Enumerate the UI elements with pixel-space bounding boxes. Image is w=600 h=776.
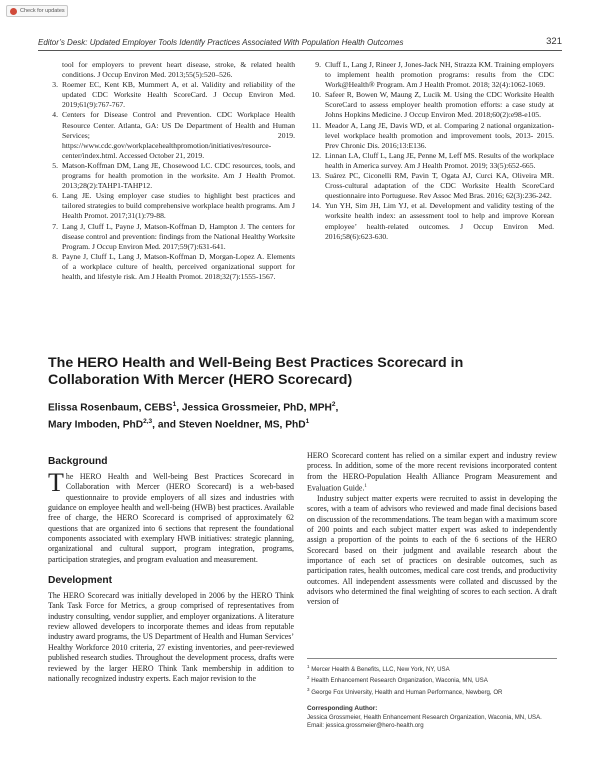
running-title: Editor’s Desk: Updated Employer Tools Identify Practices Associated With Population Health Outcomes bbox=[38, 38, 404, 47]
reference-item: 11. Meador A, Lang JE, Davis WD, et al. Comparing 2 national organization-level workplace health promotion and improvement tools, 2013- 2015. Prev Chronic Dis. 2016;13:E136. bbox=[311, 120, 554, 150]
development-paragraph: The HERO Scorecard was initially developed in 2006 by the HERO Think Tank Task Force for Metrics, a group comprised of representatives from industry consulting, vendor supplier, and employer organizations. A literature review allowed developers to incorporate themes and ideas from reputable industry award programs, the US Department of Health and Human Services’ Healthy Workforce 2010 criteria, 27 existing inventories, and peer-reviewed published research studies. Throughout the development process, drafts were reviewed by the larger HERO Think Tank membership in addition to nationally recognized industry experts. Each major revision to the bbox=[48, 591, 294, 683]
affiliation-item: $^1$ Mercer Health & Benefits, LLC, New York, NY, USA bbox=[307, 664, 450, 674]
page-number: 321 bbox=[546, 36, 562, 47]
author-name: Elissa Rosenbaum, CEBS bbox=[48, 402, 173, 414]
author-name: Steven Noeldner, MS, PhD bbox=[178, 419, 306, 431]
author-name: Jessica Grossmeier, PhD, MPH bbox=[181, 402, 332, 414]
citation-sup: 1 bbox=[364, 484, 367, 490]
reference-item: 4. Centers for Disease Control and Prevention. CDC Workplace Health Resource Center. Atlanta, GA: US De Department of Health and Human Services; 2019. https://www.cdc.gov/workplacehealthpromotion/initiatives/resource-center/index.html. Accessed October 21, 2019. bbox=[52, 110, 295, 160]
reference-item: 3. Roemer EC, Kent KB, Mummert A, et al. Validity and reliability of the updated CDC Worksite Health ScoreCard. J Occup Environ Med. 2019;61(9):767-767. bbox=[52, 80, 295, 110]
references-right-column bbox=[311, 60, 554, 242]
reference-item: 6. Lang JE. Using employer case studies to highlight best practices and tailored strategies to build comprehensive workplace health programs. Am J Health Promot. 2017;31(1):79-88. bbox=[52, 191, 295, 221]
author-affiliation-sup: 1 bbox=[172, 401, 177, 408]
reference-item: 12. Linnan LA, Cluff L, Lang JE, Penne M, Leff MS. Results of the workplace health in America survey. Am J Health Promot. 2019; 33(5):652-665. bbox=[311, 150, 554, 170]
running-header bbox=[38, 33, 562, 51]
author-name: Mary Imboden, PhD bbox=[48, 419, 144, 431]
affiliations-footnote bbox=[307, 658, 557, 731]
reference-item: 13. Suárez PC, Ciconelli RM, Pavin T, Ogata AJ, Curci KA, Oliveira MR. Cross-cultural adaptation of the CDC Worksite Health ScoreCard questionnaire into Portuguese. Rev Assoc Med Bras. 2016; 62(3):236-242. bbox=[311, 171, 554, 201]
corresponding-author-heading: Corresponding Author: bbox=[307, 705, 378, 713]
references-left-column bbox=[48, 60, 295, 282]
author-affiliation-sup: 2 bbox=[331, 401, 336, 408]
author-affiliation-sup: 2,3 bbox=[143, 418, 153, 426]
background-heading: Background bbox=[48, 456, 108, 467]
reference-item: 7. Lang J, Cluff L, Payne J, Matson-Koffman D, Hampton J. The centers for disease control and prevention: findings from the National Healthy Worksite Program. J Occup Environ Med. 2017;59(7):631-641. bbox=[52, 221, 295, 251]
reference-item: 14. Yun YH, Sim JH, Lim YJ, et al. Development and validity testing of the worksite health index: an assessment tool to help and improve Korean employee’ health-related outcomes. J Occup Environ Med. 2016;58(6):623-630. bbox=[311, 201, 554, 241]
affiliation-item: $^2$ Health Enhancement Research Organization, Waconia, MN, USA bbox=[307, 675, 488, 685]
body-paragraph: HERO Scorecard content has relied on a similar expert and industry review process. In addition, some of the more recent revisions incorporated content from the HERO-Population Health Alliance Program Measurement and Evaluation Guide.$^1$ bbox=[307, 451, 557, 493]
badge-label: Check for updates bbox=[20, 8, 65, 14]
check-for-updates-badge[interactable] bbox=[6, 5, 68, 17]
corresponding-author-line: Jessica Grossmeier, Health Enhancement Research Organization, Waconia, MN, USA. bbox=[307, 713, 542, 721]
background-paragraph: The HERO Health and Well-being Best Practices Scorecard in Collaboration with Mercer (HERO Scorecard) is a web-based questionnaire to provide employers of all sizes and industries with guidance on employee health and well-being (HWB) best practices. Available free of charge, the HERO Scorecard is comprised of approximately 62 questions that are organized into 6 sections that represent the foundational components associated with exemplary HWB initiatives: strategic planning, organizational and cultural support, program integration, programs, participation strategies, and program evaluation and measurement. bbox=[48, 468, 294, 564]
corresponding-author-email[interactable]: Email: jessica.grossmeier@hero-health.org bbox=[307, 722, 424, 730]
body-left-column bbox=[48, 456, 294, 684]
drop-cap: T bbox=[48, 468, 64, 497]
reference-item: 8. Payne J, Cluff L, Lang J, Matson-Koffman D, Morgan-Lopez A. Elements of a workplace culture of health, perceived organizational support for health, and lifestyle risk. Am J Health Promot. 2018;32(7):1555-1567. bbox=[52, 251, 295, 281]
affiliation-item: $^3$ George Fox University, Health and Human Performance, Newberg, OR bbox=[307, 686, 503, 696]
body-right-column bbox=[307, 451, 557, 608]
development-heading: Development bbox=[48, 575, 112, 587]
reference-item: 5. Matson-Koffman DM, Lang JE, Chosewood LC. CDC resources, tools, and programs for health promotion in the worksite. Am J Health Promot. 2013;28(2):TAHP1-TAHP12. bbox=[52, 160, 295, 191]
reference-continuation: tool for employers to prevent heart disease, stroke, & related health conditions. J Occup Environ Med. 2013;55(5):520–526. bbox=[62, 60, 295, 80]
body-paragraph: Industry subject matter experts were recruited to assist in developing the scores, with a team of advisors who reviewed and made final decisions based on discussion of the recommendations. The team began with a maximum score of 200 points and each subject matter expert was asked to independently assign a proportion of the points to each of the 6 sections of the HERO Scorecard based on their judgment and available research about the importance of each set of practices on desirable outcomes, such as participation rates, health outcomes, medical care cost trends, and productivity outcomes. All independent assessments were collated and discussed by the advisors who determined the final weighting of scores to each section. A draft version of bbox=[307, 494, 557, 607]
update-icon bbox=[10, 8, 17, 15]
author-affiliation-sup: 1 bbox=[305, 418, 310, 426]
author-list: Elissa Rosenbaum, CEBS$^1$, Jessica Grossmeier, PhD, MPH$^2$, Mary Imboden, PhD$^{2,3}$, and Steven Noeldner, MS, PhD$^1$ bbox=[48, 401, 339, 431]
reference-item: 9. Cluff L, Lang J, Rineer J, Jones-Jack NH, Strazza KM. Training employers to implement health promotion programs: results from the CDC Work@Health® Program. Am J Health Promot. 2018; 32(4):1062-1069. bbox=[315, 60, 554, 90]
reference-item: 10. Safeer R, Bowen W, Maung Z, Lucik M. Using the CDC Worksite Health ScoreCard to assess employer health promotion efforts: a case study at Johns Hopkins Medicine. J Occup Environ Med. 2018;60(2):e98-e105. bbox=[311, 90, 554, 120]
article-title: The HERO Health and Well-Being Best Practices Scorecard in Collaboration With Mercer (HERO Scorecard) bbox=[48, 355, 464, 388]
